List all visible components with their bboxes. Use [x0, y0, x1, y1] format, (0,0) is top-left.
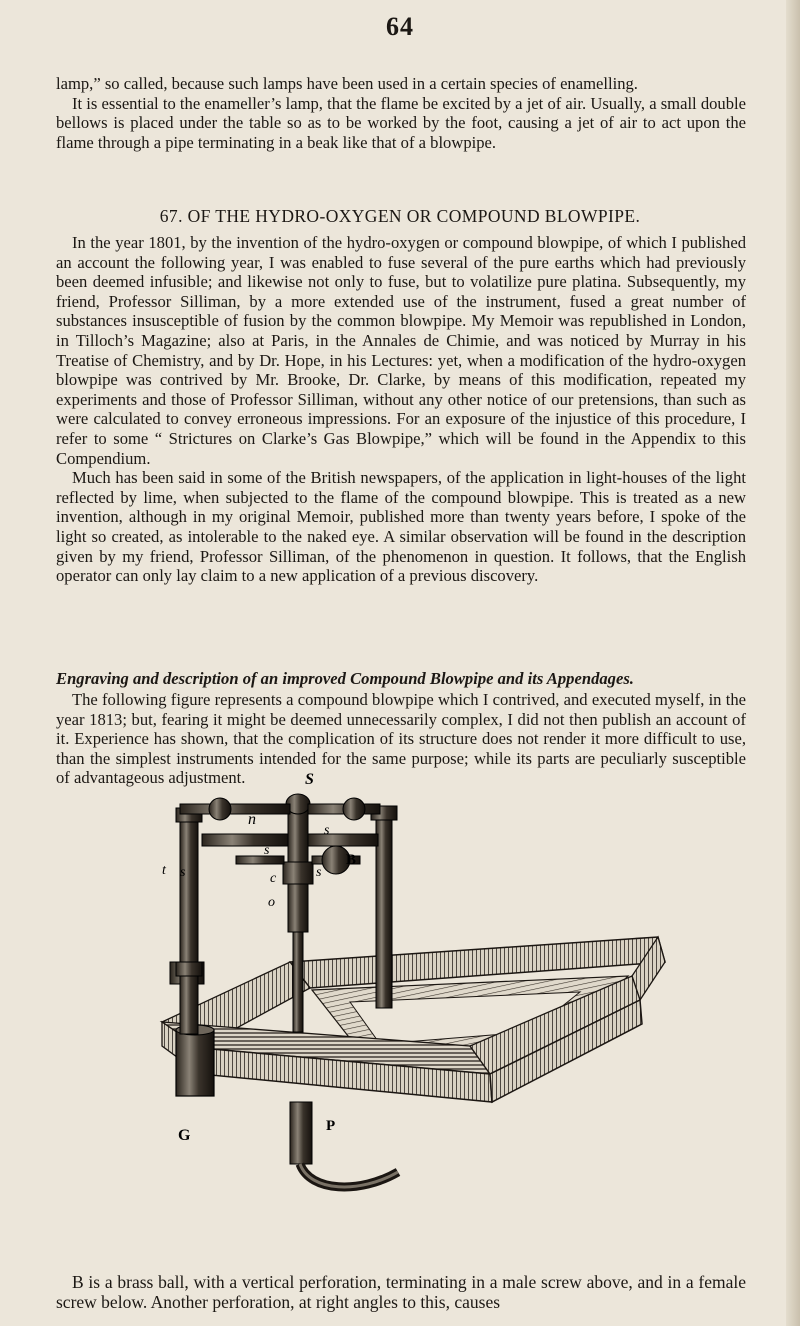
paragraph: In the year 1801, by the invention of the hydro-oxygen or compound blowpipe, of which I published an account the following year, I was enabled to fuse several of the pure earths which had previously been deemed infusible; and likewise not only to fuse, but to volatilize pure platina. Subsequently, my friend, Professor Silliman, by a more extended use of the instrument, fused a great number of substances insusceptible of fusion by the common blowpipe. My Memoir was republished in London, in Tilloch’s Magazine; also at Paris, in the Annales de Chimie, and was noticed by Murray in his Treatise of Chemistry, and by Dr. Hope, in his Lectures: yet, when a modification of the hydro-oxygen blowpipe was contrived by Mr. Brooke, Dr. Clarke, by means of this modification, repeated my experiments and those of Professor Silliman, without any other notice of our pretensions, than such as were calculated to convey erroneous impressions. For an exposure of the injustice of this procedure, I refer to some “ Strictures on Clarke’s Gas Blowpipe,” which will be found in the Appendix to this Compendium. — [56, 233, 746, 468]
label-g: G — [178, 1127, 191, 1144]
label-o: o — [268, 895, 275, 910]
label-b: B — [346, 852, 357, 868]
opening-text — [56, 74, 746, 152]
section-heading: 67. OF THE HYDRO-OXYGEN OR COMPOUND BLOWPIPE. — [159, 206, 641, 226]
section-text — [56, 233, 746, 586]
label-c: c — [270, 871, 277, 886]
page-number: 64 — [386, 12, 414, 41]
label-s: s — [324, 823, 330, 838]
label-t: t — [162, 863, 166, 878]
paragraph: It is essential to the enameller’s lamp, that the flame be excited by a jet of air. Usually, a small double bellows is placed under the table so as to be worked by the foot, causing a jet of air to act upon the flame through a pipe terminating in a beak like that of a blowpipe. — [56, 93, 746, 152]
trough-table — [162, 937, 665, 1102]
page-edge — [786, 0, 800, 1326]
label-n: n — [248, 811, 256, 828]
left-pillar — [176, 808, 202, 1034]
paragraph: The following figure represents a compound blowpipe which I contrived, and executed myself, in the year 1813; but, fearing it might be deemed unnecessarily complex, I did not then publish an account of it. Experience has shown, that the complication of its structure does not render it more difficult to use, than the simplest instruments intended for the same purpose; while its parts are peculiarly susceptible of advantageous adjustment. — [56, 690, 746, 788]
blowpipe-figure — [140, 772, 700, 1272]
blowpipe-engraving — [140, 772, 700, 1272]
pipe-p — [290, 1102, 398, 1187]
label-s-top: S — [305, 772, 314, 788]
label-s: s — [264, 843, 270, 858]
engraving-heading: Engraving and description of an improved Compound Blowpipe and its Appendages. — [56, 669, 634, 688]
label-s: s — [180, 865, 186, 880]
paragraph: B is a brass ball, with a vertical perforation, terminating in a male screw above, and in a female screw below. Another perforation, at right angles to this, causes — [56, 1272, 746, 1312]
closing-text — [56, 1272, 746, 1312]
paragraph: lamp,” so called, because such lamps have been used in a certain species of enamelling. — [56, 74, 638, 93]
label-p: P — [326, 1118, 336, 1134]
label-s: s — [316, 865, 322, 880]
paragraph: Much has been said in some of the British newspapers, of the application in light-houses of the light reflected by lime, when subjected to the flame of the compound blowpipe. This is treated as a new invention, although in my original Memoir, published more than twenty years before, I spoke of the light so created, as intolerable to the naked eye. A similar observation will be found in the description given by my friend, Professor Silliman, of the phenomenon in question. It follows, that the English operator can only lay claim to a new application of a previous discovery. — [56, 468, 746, 586]
